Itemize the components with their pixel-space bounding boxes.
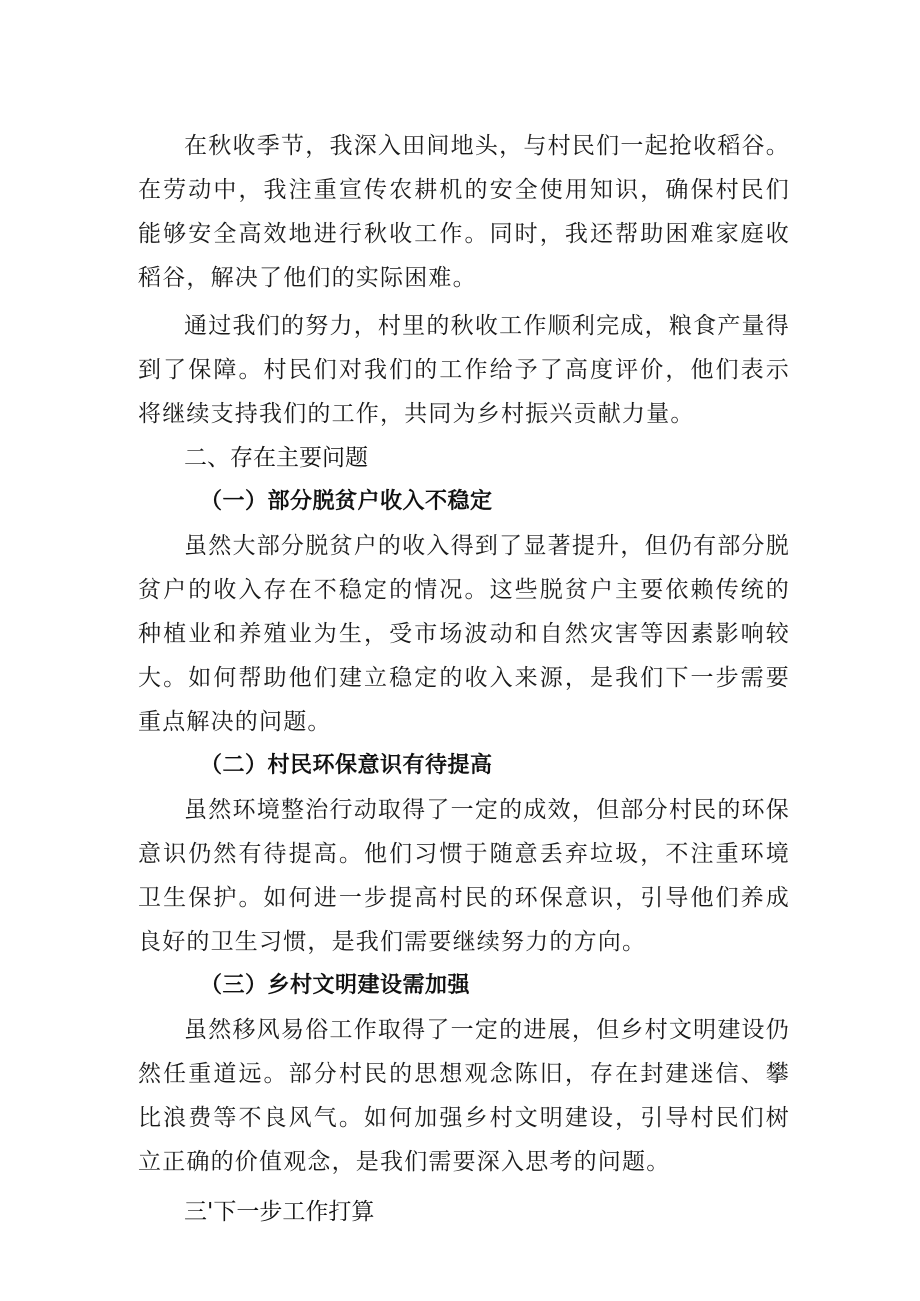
paragraph-rural-civilization: 虽然移风易俗工作取得了一定的进展，但乡村文明建设仍然任重道远。部分村民的思想观念陈旧，存在封建迷信、攀比浪费等不良风气。如何加强乡村文明建设，引导村民们树立正确的价值观念，是我们需要深入思考的问题。 [138,1017,790,1175]
section-heading-problems: 二、存在主要问题 [184,445,368,471]
paragraph-harvest-result: 通过我们的努力，村里的秋收工作顺利完成，粮食产量得到了保障。村民们对我们的工作给予了高度评价，他们表示将继续支持我们的工作，共同为乡村振兴贡献力量。 [138,313,790,427]
paragraph-autumn-harvest: 在秋收季节，我深入田间地头，与村民们一起抢收稻谷。在劳动中，我注重宣传农耕机的安全使用知识，确保村民们能够安全高效地进行秋收工作。同时，我还帮助困难家庭收稻谷，解决了他们的实际困难。 [138,133,790,291]
section-heading-next-steps: 三'下一步工作打算 [184,1199,375,1225]
document-body [138,124,790,1234]
paragraph-unstable-income: 虽然大部分脱贫户的收入得到了显著提升，但仍有部分脱贫户的收入存在不稳定的情况。这些脱贫户主要依赖传统的种植业和养殖业为生，受市场波动和自然灾害等因素影响较大。如何帮助他们建立稳定的收入来源，是我们下一步需要重点解决的问题。 [138,533,790,735]
subheading-unstable-income: （一）部分脱贫户收入不稳定 [200,489,493,514]
subheading-rural-civilization: （三）乡村文明建设需加强 [200,973,471,998]
paragraph-environmental-awareness: 虽然环境整治行动取得了一定的成效，但部分村民的环保意识仍然有待提高。他们习惯于随意丢弃垃圾，不注重环境卫生保护。如何进一步提高村民的环保意识，引导他们养成良好的卫生习惯，是我们需要继续努力的方向。 [138,797,790,955]
subheading-environmental-awareness: （二）村民环保意识有待提高 [200,753,493,778]
